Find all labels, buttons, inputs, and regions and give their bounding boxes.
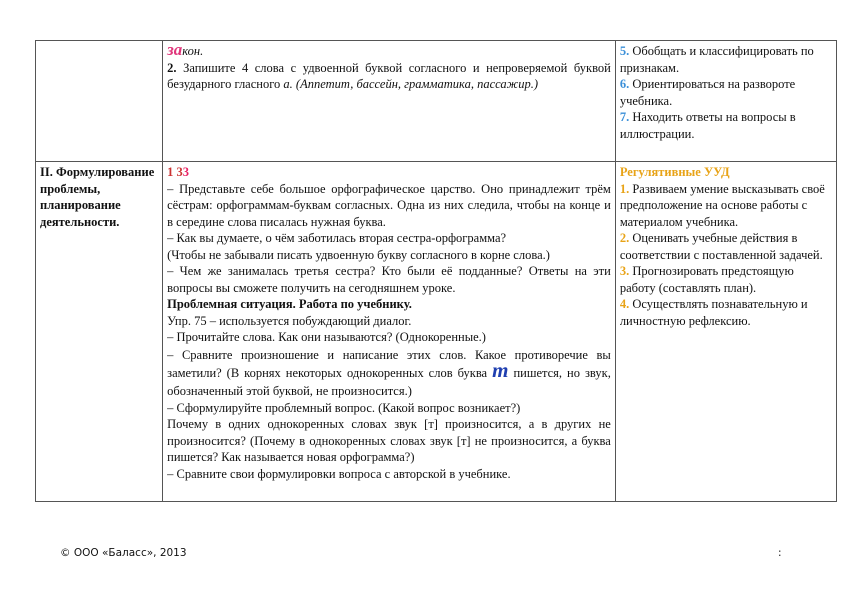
skill-number: 5. <box>619 44 630 58</box>
uud-number: 4. <box>619 297 630 311</box>
uud-cell <box>615 162 836 502</box>
task-2-examples: (Аппетит, бассейн, грамматика, пассажир.) <box>292 77 539 91</box>
uud-number: 3. <box>619 264 630 278</box>
paragraph: – Чем же занималась третья сестра? Кто были её подданные? Ответы на эти вопросы вы сможете получить на сегодняшнем уроке. <box>167 264 611 295</box>
uud-text: Оценивать учебные действия в соответствии с поставленной задачей. <box>619 231 823 262</box>
section-heading: Проблемная ситуация. Работа по учебнику. <box>167 297 412 311</box>
uud-number: 2. <box>619 231 630 245</box>
skill-text: Ориентироваться на развороте учебника. <box>619 77 796 108</box>
paragraph-text: – Сравните произношение и написание этих слов. Какое противоречие вы заметили? (В корнях некоторых однокоренных слов буква <box>167 347 611 380</box>
paragraph: – Прочитайте слова. Как они называются? (Однокоренные.) <box>167 330 486 344</box>
task-2-text: Запишите 4 слова с удвоенной буквой согласного и непроверяемой буквой безударного гласного <box>167 60 611 91</box>
uud-item <box>620 263 832 296</box>
letter-t: т <box>492 357 509 382</box>
digits <box>167 164 611 181</box>
zakon-word <box>167 40 611 60</box>
paragraph: Упр. 75 – используется побуждающий диалог. <box>167 313 412 328</box>
task-2-letter: а. <box>283 77 293 91</box>
digit-2: 3 <box>176 165 183 179</box>
uud-text: Прогнозировать предстоящую работу (составлять план). <box>619 264 794 295</box>
paragraph: – Сравните свои формулировки вопроса с авторской в учебнике. <box>167 466 511 481</box>
zakon-rest: кон. <box>182 44 204 58</box>
task-2-number: 2. <box>167 60 177 75</box>
uud-item <box>620 230 832 263</box>
activity-cell <box>163 41 616 162</box>
digit-3: 3 <box>182 165 189 179</box>
paragraph-text-end: пишется, но звук, обозначенный этой буквой, не произносится.) <box>167 365 611 398</box>
skills-cell <box>615 41 836 162</box>
uud-item <box>620 181 832 231</box>
paragraph: – Представьте себе большое орфографическое царство. Оно принадлежит трём сёстрам: орфограммам-буквам согласных. Одна из них следила, чтобы на конце и в середине слова писалась нужная буква. <box>167 181 611 229</box>
skill-number: 6. <box>619 77 630 91</box>
stage-cell-empty <box>36 41 163 162</box>
skill-text: Находить ответы на вопросы в иллюстрации. <box>619 110 796 141</box>
activity-cell <box>163 162 616 502</box>
paragraph: – Сформулируйте проблемный вопрос. (Какой вопрос возникает?) <box>167 400 521 415</box>
skill-number: 7. <box>619 110 630 124</box>
paragraph: – Как вы думаете, о чём заботилась вторая сестра-орфограмма? <box>167 231 507 245</box>
footer-colon: : <box>778 547 782 559</box>
uud-text: Развиваем умение высказывать своё предположение на основе работы с материалом учебника. <box>619 181 825 229</box>
paragraph <box>167 346 611 400</box>
skill-item <box>620 109 832 142</box>
paragraph: (Чтобы не забывали писать удвоенную букву согласного в корне слова.) <box>167 247 550 262</box>
zakon-prefix: за <box>167 40 183 59</box>
lesson-table <box>35 40 837 502</box>
footer-copyright: © ООО «Баласс», 2013 <box>60 547 187 559</box>
stage-title: II. Формулирование проблемы, планирование деятельности. <box>36 162 163 502</box>
task-2 <box>167 60 611 93</box>
table-row <box>36 162 837 502</box>
skill-text: Обобщать и классифицировать по признакам. <box>619 44 814 75</box>
uud-item <box>620 296 832 329</box>
uud-title: Регулятивные УУД <box>619 165 730 179</box>
uud-number: 1. <box>619 181 630 196</box>
digit-1: 1 <box>167 165 174 179</box>
paragraph: Почему в одних однокоренных словах звук [т] произносится, а в других не произносится? (Почему в однокоренных словах звук [т] не произносится, а буква пишется? Как называется новая орфограмма?) <box>167 417 611 464</box>
skill-item <box>620 43 832 76</box>
uud-text: Осуществлять познавательную и личностную рефлексию. <box>619 297 808 328</box>
skill-item <box>620 76 832 109</box>
table-row <box>36 41 837 162</box>
